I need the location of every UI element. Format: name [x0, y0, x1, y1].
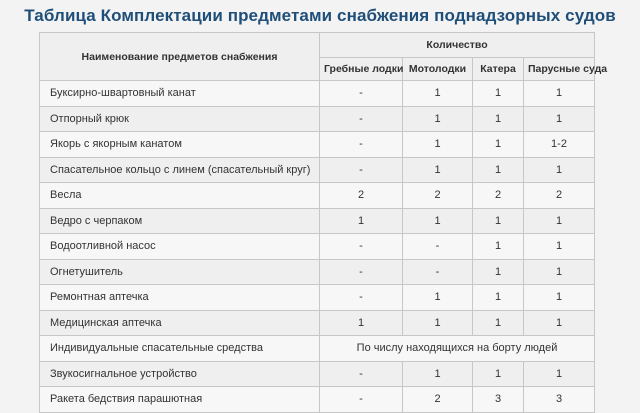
row-value-cell: - — [320, 106, 403, 132]
row-item-name: Якорь с якорным канатом — [40, 132, 320, 158]
row-value-cell: 1 — [403, 106, 473, 132]
table-row — [40, 234, 595, 260]
table-row — [40, 361, 595, 387]
row-value-cell: 1 — [524, 285, 595, 311]
table-row — [40, 285, 595, 311]
row-value-cell: - — [320, 132, 403, 158]
row-value-cell: 1 — [473, 259, 524, 285]
row-value-cell: - — [320, 259, 403, 285]
table-row — [40, 387, 595, 413]
row-value-cell: 2 — [403, 387, 473, 413]
table-row — [40, 106, 595, 132]
row-item-name: Буксирно-швартовный канат — [40, 81, 320, 107]
table-row — [40, 183, 595, 209]
supply-table — [39, 32, 608, 413]
row-value-cell: 1 — [473, 132, 524, 158]
page-title: Таблица Комплектации предметами снабжения поднадзорных судов — [24, 6, 616, 25]
row-value-cell: 1 — [524, 259, 595, 285]
row-value-cell: 3 — [524, 387, 595, 413]
row-value-cell: 1 — [473, 208, 524, 234]
row-value-cell: 1 — [403, 285, 473, 311]
row-value-cell: 1 — [403, 208, 473, 234]
row-value-cell: - — [320, 234, 403, 260]
table-row — [40, 132, 595, 158]
row-value-cell: 1 — [524, 106, 595, 132]
row-value-cell: 1 — [320, 310, 403, 336]
row-value-cell: 1 — [524, 310, 595, 336]
row-value-cell: 1 — [473, 157, 524, 183]
row-value-cell: 3 — [473, 387, 524, 413]
row-item-name: Ремонтная аптечка — [40, 285, 320, 311]
row-value-cell: 1 — [473, 285, 524, 311]
row-value-cell: 2 — [524, 183, 595, 209]
header-cutters: Катера — [473, 58, 524, 81]
row-value-cell: 2 — [403, 183, 473, 209]
row-value-cell: - — [320, 157, 403, 183]
header-sailing-vessels: Парусные суда — [524, 58, 595, 81]
row-merged-value: По числу находящихся на борту людей — [320, 336, 595, 362]
table-body — [40, 81, 595, 413]
row-item-name: Водоотливной насос — [40, 234, 320, 260]
row-item-name: Ракета бедствия парашютная — [40, 387, 320, 413]
row-value-cell: - — [403, 234, 473, 260]
row-value-cell: 1 — [524, 234, 595, 260]
row-value-cell: 1 — [473, 81, 524, 107]
table-row — [40, 208, 595, 234]
row-value-cell: 1 — [524, 361, 595, 387]
header-item-name: Наименование предметов снабжения — [40, 33, 320, 81]
row-value-cell: 2 — [320, 183, 403, 209]
row-value-cell: 1 — [473, 310, 524, 336]
row-value-cell: 1-2 — [524, 132, 595, 158]
row-value-cell: 2 — [473, 183, 524, 209]
row-item-name: Огнетушитель — [40, 259, 320, 285]
row-value-cell: 1 — [403, 81, 473, 107]
table-row — [40, 259, 595, 285]
row-item-name: Весла — [40, 183, 320, 209]
row-value-cell: 1 — [403, 132, 473, 158]
row-value-cell: 1 — [403, 361, 473, 387]
row-value-cell: 1 — [473, 361, 524, 387]
row-value-cell: - — [320, 361, 403, 387]
row-value-cell: 1 — [524, 81, 595, 107]
row-value-cell: 1 — [524, 208, 595, 234]
row-value-cell: - — [320, 285, 403, 311]
row-item-name: Отпорный крюк — [40, 106, 320, 132]
header-quantity: Количество — [320, 33, 595, 58]
row-value-cell: - — [320, 81, 403, 107]
row-value-cell: 1 — [403, 310, 473, 336]
table-row — [40, 310, 595, 336]
table-row — [40, 157, 595, 183]
header-rowing-boats: Гребные лодки — [320, 58, 403, 81]
row-value-cell: - — [320, 387, 403, 413]
row-item-name: Индивидуальные спасательные средства — [40, 336, 320, 362]
row-item-name: Ведро с черпаком — [40, 208, 320, 234]
row-item-name: Звукосигнальное устройство — [40, 361, 320, 387]
row-item-name: Медицинская аптечка — [40, 310, 320, 336]
row-value-cell: 1 — [320, 208, 403, 234]
row-value-cell: 1 — [473, 106, 524, 132]
table-row — [40, 336, 595, 362]
row-value-cell: 1 — [524, 157, 595, 183]
row-item-name: Спасательное кольцо с линем (спасательный круг) — [40, 157, 320, 183]
row-value-cell: 1 — [403, 157, 473, 183]
table-row — [40, 81, 595, 107]
row-value-cell: - — [403, 259, 473, 285]
row-value-cell: 1 — [473, 234, 524, 260]
header-motorboats: Мотолодки — [403, 58, 473, 81]
